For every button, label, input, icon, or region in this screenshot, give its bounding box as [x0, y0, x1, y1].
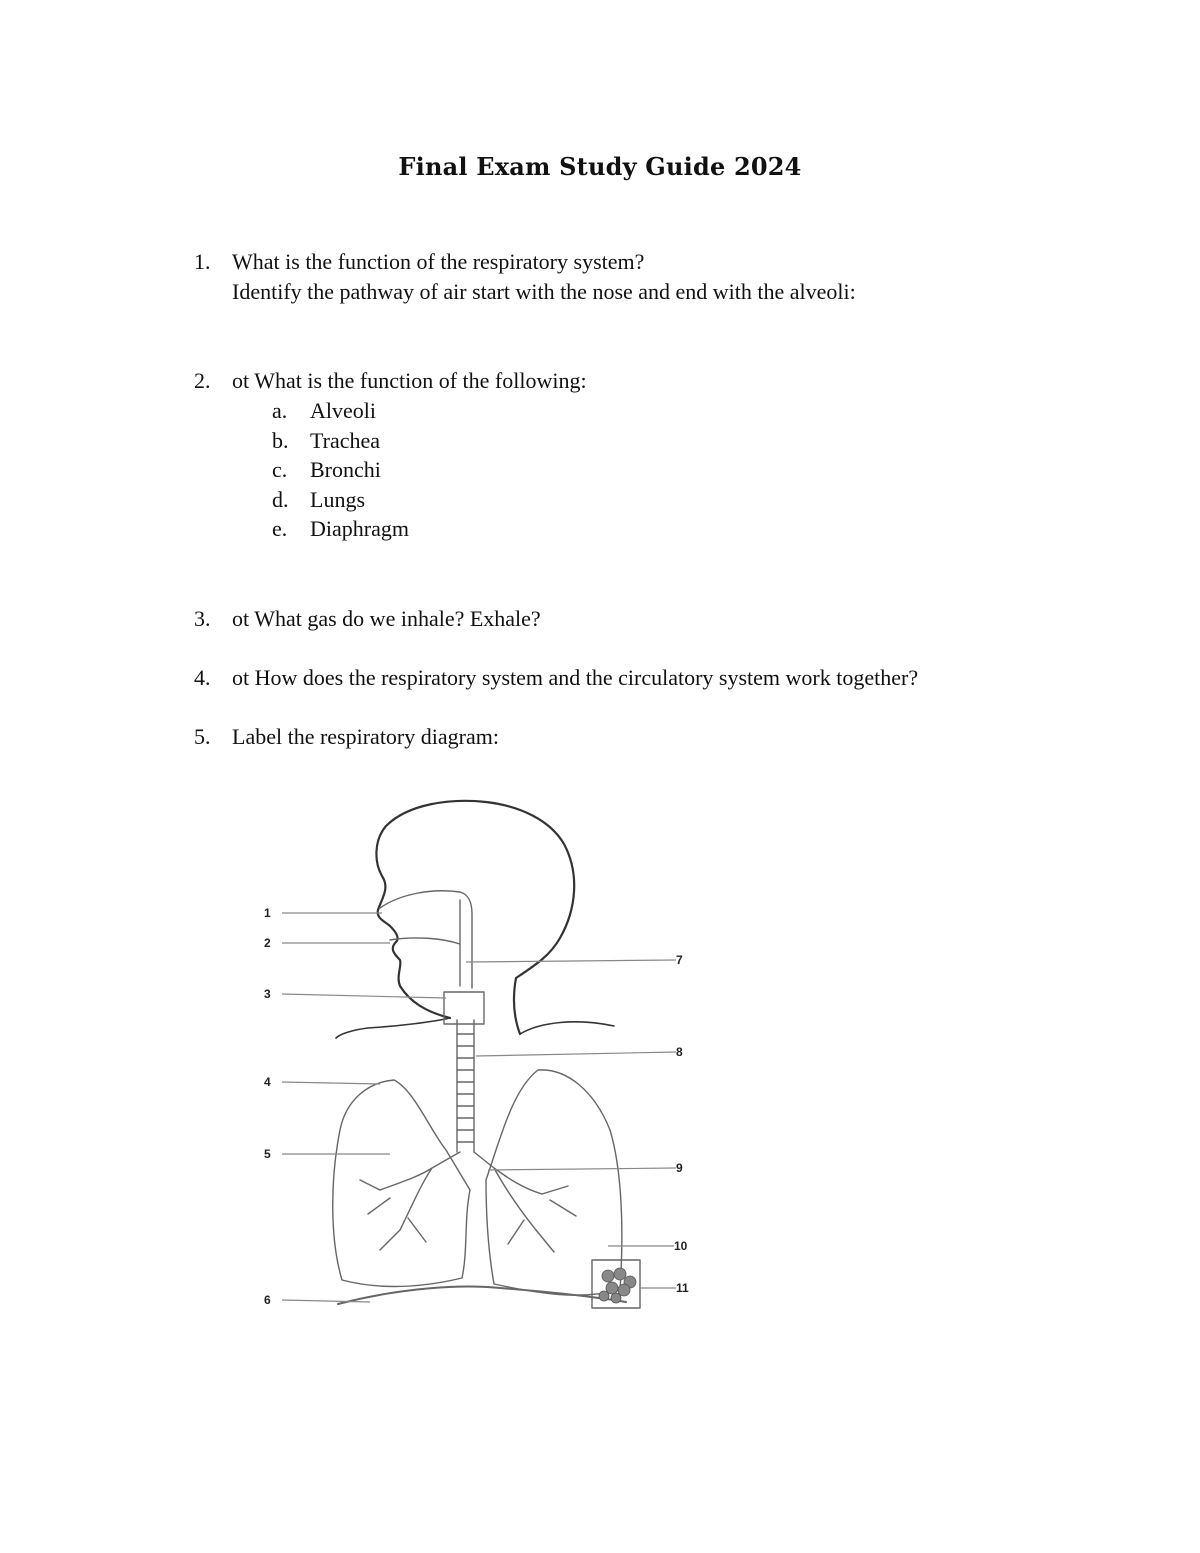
- subitem-text: Diaphragm: [310, 516, 409, 541]
- label-5: 5: [264, 1147, 271, 1161]
- question-1-number: 1.: [194, 249, 211, 274]
- left-shoulder: [336, 1018, 450, 1038]
- left-lung: [333, 1080, 470, 1287]
- bronchioles: [360, 1180, 576, 1252]
- subitem-letter: b.: [272, 428, 289, 453]
- question-5-number: 5.: [194, 724, 211, 749]
- diaphragm: [338, 1287, 626, 1304]
- label-4: 4: [264, 1075, 271, 1089]
- subitem-letter: c.: [272, 457, 288, 482]
- subitem-text: Bronchi: [310, 457, 381, 482]
- subitem-letter: e.: [272, 516, 288, 541]
- alveolus: [599, 1291, 609, 1301]
- subitem-text: Lungs: [310, 487, 365, 512]
- question-4-line-1: ot How does the respiratory system and the circulatory system work together?: [232, 665, 919, 690]
- subitem-text: Alveoli: [310, 398, 376, 423]
- label-10: 10: [674, 1239, 688, 1253]
- question-4-number: 4.: [194, 665, 211, 690]
- larynx-box: [444, 992, 484, 1024]
- bronchi: [380, 1152, 542, 1230]
- trachea-rings: [457, 1034, 474, 1142]
- question-3-line-1: ot What gas do we inhale? Exhale?: [232, 606, 541, 631]
- right-lung: [486, 1070, 622, 1295]
- alveolus: [602, 1270, 614, 1282]
- label-2: 2: [264, 936, 271, 950]
- head-outline: [376, 801, 574, 1034]
- question-5-line-1: Label the respiratory diagram:: [232, 724, 499, 749]
- label-7: 7: [676, 953, 683, 967]
- respiratory-diagram: [250, 790, 720, 1320]
- label-3: 3: [264, 987, 271, 1001]
- subitem-letter: d.: [272, 487, 289, 512]
- page-title: Final Exam Study Guide 2024: [398, 152, 802, 181]
- label-9: 9: [676, 1161, 683, 1175]
- label-8: 8: [676, 1045, 683, 1059]
- leader-line-3: [282, 994, 446, 998]
- oral-cavity: [390, 938, 460, 944]
- alveolus: [611, 1293, 621, 1303]
- label-11: 11: [676, 1281, 689, 1295]
- subitem-text: Trachea: [310, 428, 381, 453]
- label-1: 1: [264, 906, 271, 920]
- subitem-letter: a.: [272, 398, 288, 423]
- label-6: 6: [264, 1293, 271, 1307]
- leader-line-8: [476, 1052, 676, 1056]
- leader-line-4: [282, 1082, 380, 1084]
- question-1-line-2: Identify the pathway of air start with the nose and end with the alveoli:: [232, 279, 856, 304]
- question-2-line-1: ot What is the function of the following:: [232, 368, 587, 393]
- question-3-number: 3.: [194, 606, 211, 631]
- leader-line-7: [466, 960, 676, 962]
- question-1-line-1: What is the function of the respiratory system?: [232, 249, 645, 274]
- alveolus: [614, 1268, 626, 1280]
- right-shoulder: [520, 1022, 614, 1034]
- leader-line-9: [488, 1168, 676, 1170]
- question-2-number: 2.: [194, 368, 211, 393]
- respiratory-diagram-svg: [250, 790, 720, 1320]
